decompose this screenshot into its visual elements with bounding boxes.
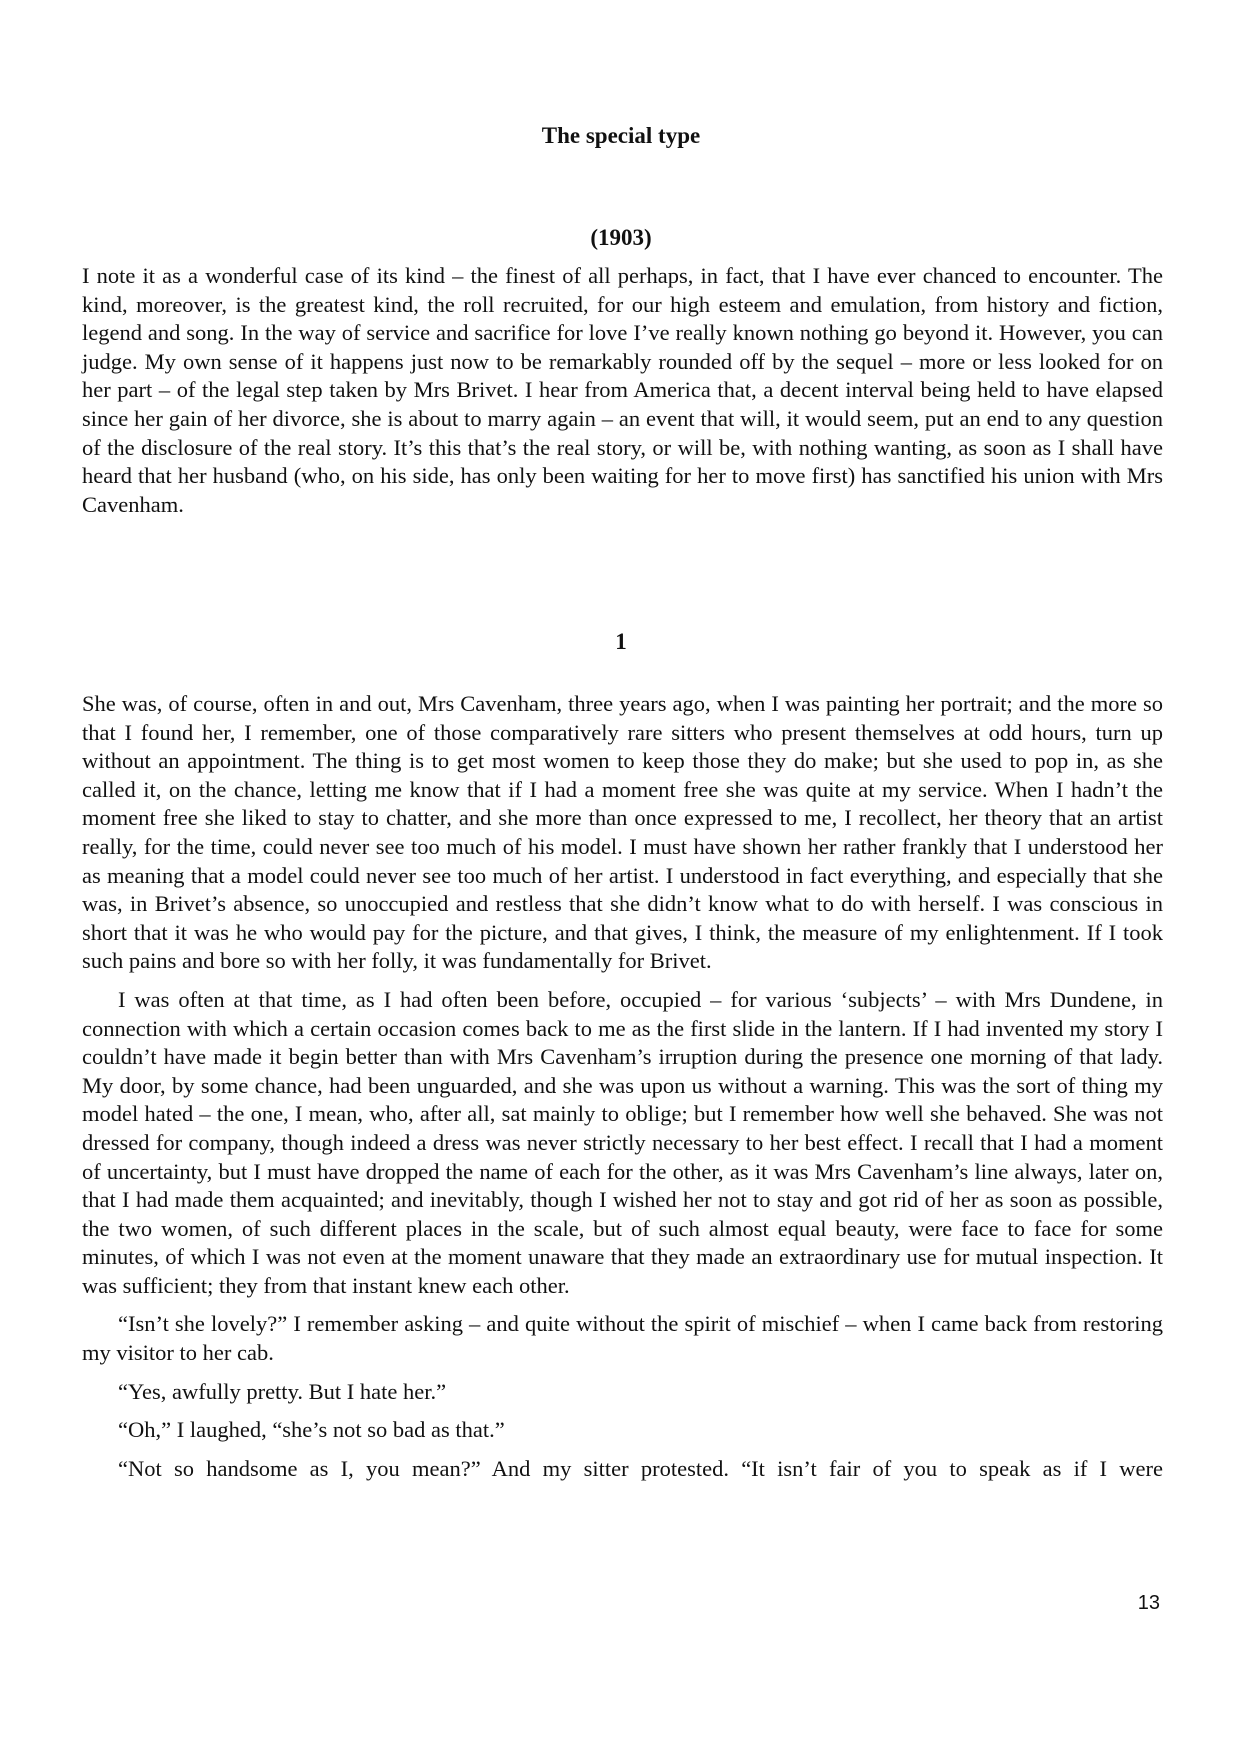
dialogue-paragraph: “Isn’t she lovely?” I remember asking – and quite without the spirit of mischief – when I came back from restoring my visitor to her cab. xyxy=(82,1311,1163,1366)
body-paragraph: She was, of course, often in and out, Mrs Cavenham, three years ago, when I was painting her portrait; and the more so that I found her, I remember, one of those comparatively rare sitters who present themselves at odd hours, turn up without an appointment. The thing is to get most women to keep those they do make; but she used to pop in, as she called it, on the chance, letting me know that if I had a moment free she was quite at my service. When I hadn’t the moment free she liked to stay to chatter, and she more than once expressed to me, I recollect, her theory that an artist really, for the time, could never see too much of his model. I must have shown her rather frankly that I understood her as meaning that a model could never see too much of her artist. I understood in fact everything, and especially that she was, in Brivet’s absence, so unoccupied and restless that she didn’t know what to do with herself. I was conscious in short that it was he who would pay for the picture, and that gives, I think, the measure of my enlightenment. If I took such pains and bore so with her folly, it was fundamentally for Brivet. xyxy=(82,691,1163,974)
section-heading: 1 xyxy=(615,629,627,654)
page-number: 13 xyxy=(1137,1592,1160,1614)
dialogue-paragraph: “Yes, awfully pretty. But I hate her.” xyxy=(118,1378,447,1404)
dialogue-paragraph: “Not so handsome as I, you mean?” And my sitter protested. “It isn’t fair of you to speak as if I were xyxy=(118,1455,1163,1481)
chapter-body xyxy=(82,690,1163,1493)
dialogue-paragraph: “Oh,” I laughed, “she’s not so bad as that.” xyxy=(118,1417,505,1443)
story-title: The special type xyxy=(541,123,701,148)
story-year: (1903) xyxy=(590,225,652,250)
body-paragraph: I was often at that time, as I had often been before, occupied – for various ‘subjects’ – with Mrs Dundene, in connection with which a certain occasion comes back to me as the first slide in the lantern. If I had invented my story I couldn’t have made it begin better than with Mrs Cavenham’s irruption during the presence one morning of that lady. My door, by some chance, had been unguarded, and she was upon us without a warning. This was the sort of thing my model hated – the one, I mean, who, after all, sat mainly to oblige; but I remember how well she behaved. She was not dressed for company, though indeed a dress was never strictly necessary to her best effect. I recall that I had a moment of uncertainty, but I must have dropped the name of each for the other, as it was Mrs Cavenham’s line always, later on, that I had made them acquainted; and inevitably, though I wished her not to stay and got rid of her as soon as possible, the two women, of such different places in the scale, but of such almost equal beauty, were face to face for some minutes, of which I was not even at the moment unaware that they made an extraordinary use for mutual inspection. It was sufficient; they from that instant knew each other. xyxy=(82,986,1163,1298)
intro-paragraph: I note it as a wonderful case of its kind – the finest of all perhaps, in fact, that I have ever chanced to encounter. The kind, moreover, is the greatest kind, the roll recruited, for our high esteem and emulation, from history and fiction, legend and song. In the way of service and sacrifice for love I’ve really known nothing go beyond it. However, you can judge. My own sense of it happens just now to be remarkably rounded off by the sequel – more or less looked for on her part – of the legal step taken by Mrs Brivet. I hear from America that, a decent interval being held to have elapsed since her gain of her divorce, she is about to marry again – an event that will, it would seem, put an end to any question of the disclosure of the real story. It’s this that’s the real story, or will be, with nothing wanting, as soon as I shall have heard that her husband (who, on his side, has only been waiting for her to move first) has sanctified his union with Mrs Cavenham. xyxy=(82,263,1163,517)
